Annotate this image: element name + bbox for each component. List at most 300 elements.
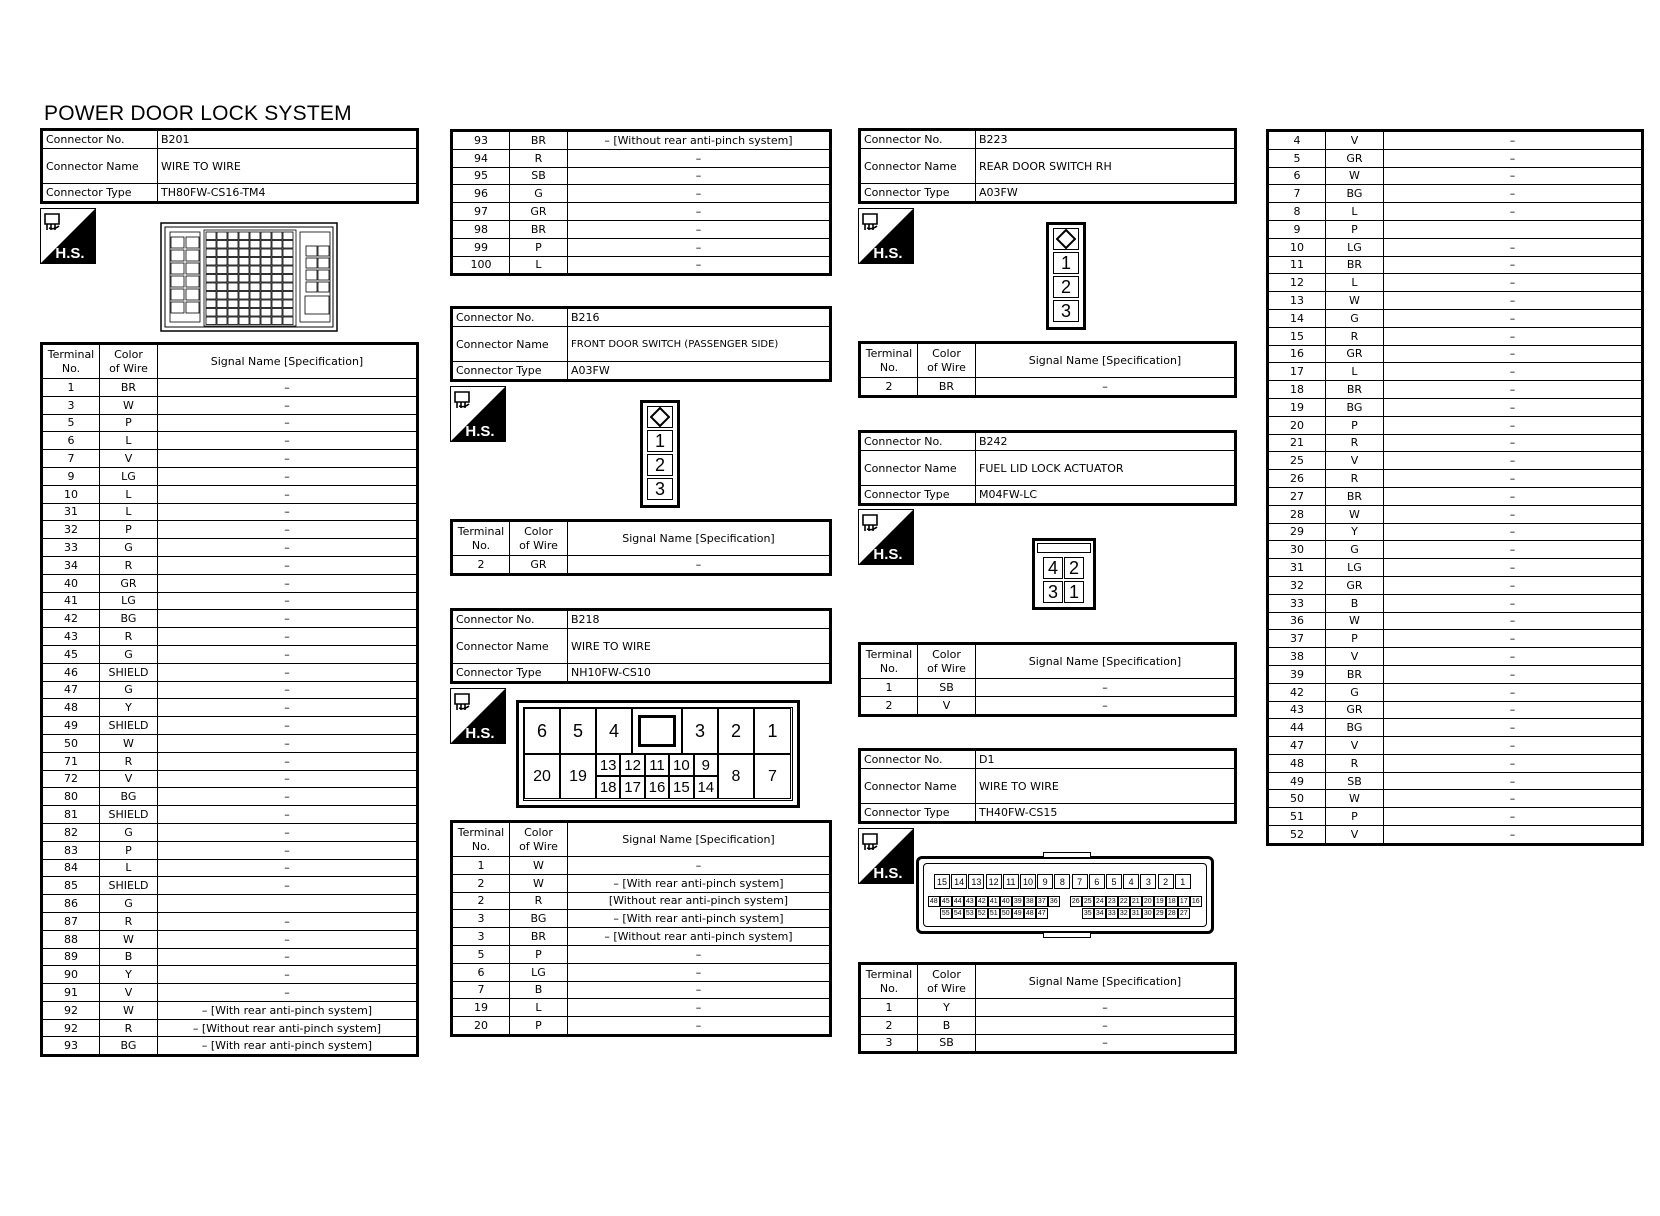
harness-side-icon [450, 688, 506, 744]
pin-2: 2 [1158, 874, 1174, 889]
terminal-header: Terminal No. [860, 644, 918, 679]
wire-color-cell: SHIELD [100, 806, 158, 824]
signal-name-cell: – [1384, 701, 1643, 719]
terminal-no-cell: 47 [42, 681, 100, 699]
connector-type-label: Connector Type [860, 184, 976, 203]
terminal-no-cell: 3 [452, 928, 510, 946]
pin-45: 45 [941, 898, 950, 905]
table-row [452, 945, 831, 963]
wire-color-cell: Y [918, 999, 976, 1017]
signal-name-cell: – [1384, 434, 1643, 452]
wire-color-cell: GR [1326, 576, 1384, 594]
wire-color-cell: L [100, 859, 158, 877]
wire-color-cell: G [1326, 683, 1384, 701]
connector-type-value: TH80FW-CS16-TM4 [158, 184, 418, 203]
signal-header: Signal Name [Specification] [568, 822, 831, 857]
hs-label: H.S. [873, 245, 903, 262]
wire-color-cell: P [1326, 220, 1384, 238]
terminal-no-cell: 13 [1268, 292, 1326, 310]
wire-color-cell: L [100, 485, 158, 503]
b223-connector-diagram [1046, 222, 1086, 330]
table-row [1268, 203, 1643, 221]
table-row [42, 823, 418, 841]
signal-name-cell [158, 895, 418, 913]
terminal-no-cell: 47 [1268, 737, 1326, 755]
wire-color-cell: B [918, 1016, 976, 1034]
terminal-no-cell: 41 [42, 592, 100, 610]
table-row [1268, 470, 1643, 488]
terminal-no-cell: 2 [452, 556, 510, 575]
b216-connector-diagram [640, 400, 680, 508]
pin-52: 52 [977, 910, 986, 917]
wire-color-cell: R [1326, 327, 1384, 345]
terminal-no-cell: 6 [452, 963, 510, 981]
connector-no-value: D1 [976, 750, 1236, 769]
connector-type-label: Connector Type [860, 486, 976, 505]
wire-color-cell: G [100, 539, 158, 557]
table-row [1268, 398, 1643, 416]
terminal-no-cell: 32 [1268, 576, 1326, 594]
terminal-no-cell: 46 [42, 663, 100, 681]
signal-name-cell: – [158, 859, 418, 877]
signal-name-cell: – [1384, 648, 1643, 666]
table-row [860, 1034, 1236, 1053]
signal-name-cell: – [Without rear anti-pinch system] [568, 928, 831, 946]
pin-40: 40 [1001, 898, 1010, 905]
terminal-no-cell: 94 [452, 149, 510, 167]
pin-20: 20 [1143, 898, 1152, 905]
table-row [42, 734, 418, 752]
wire-color-cell: P [510, 945, 568, 963]
connector-type-label: Connector Type [452, 362, 568, 381]
table-row [452, 963, 831, 981]
connector-name-value: WIRE TO WIRE [976, 769, 1236, 804]
connector-no-label: Connector No. [860, 432, 976, 451]
pin-4: 4 [1043, 557, 1063, 579]
table-row [42, 895, 418, 913]
table-row [1268, 701, 1643, 719]
terminal-no-cell: 43 [42, 628, 100, 646]
wire-color-cell: BR [1326, 487, 1384, 505]
table-row [452, 928, 831, 946]
connector-type-label: Connector Type [860, 804, 976, 823]
hs-label: H.S. [873, 865, 903, 882]
signal-name-cell: – [1384, 309, 1643, 327]
table-row [42, 574, 418, 592]
signal-name-cell: – [158, 912, 418, 930]
connector-name-label: Connector Name [860, 451, 976, 486]
pin-1: 1 [1175, 874, 1191, 889]
terminal-no-cell: 29 [1268, 523, 1326, 541]
table-row [42, 414, 418, 432]
connector-type-value: TH40FW-CS15 [976, 804, 1236, 823]
d1-header [858, 748, 1237, 824]
wire-color-cell: W [1326, 505, 1384, 523]
pin-22: 22 [1119, 898, 1128, 905]
signal-name-cell: – [1384, 719, 1643, 737]
pin-19: 19 [1155, 898, 1164, 905]
table-row [42, 663, 418, 681]
terminal-no-cell: 82 [42, 823, 100, 841]
wire-color-cell: B [510, 981, 568, 999]
pin-54: 54 [953, 910, 962, 917]
wire-color-cell: G [100, 681, 158, 699]
signal-name-cell: – [976, 696, 1236, 715]
terminal-no-cell: 10 [42, 485, 100, 503]
signal-name-cell: – [158, 966, 418, 984]
signal-name-cell: – [158, 645, 418, 663]
terminal-no-cell: 4 [1268, 131, 1326, 150]
wire-color-cell: BG [1326, 398, 1384, 416]
signal-name-cell: – [158, 467, 418, 485]
wire-color-cell: BR [1326, 381, 1384, 399]
wire-color-cell: BR [510, 131, 568, 150]
wire-color-cell: P [100, 841, 158, 859]
color-header: Color of Wire [918, 644, 976, 679]
connector-name-value: FUEL LID LOCK ACTUATOR [976, 451, 1236, 486]
table-row [42, 859, 418, 877]
terminal-no-cell: 91 [42, 984, 100, 1002]
table-row [1268, 416, 1643, 434]
signal-name-cell: – [1384, 452, 1643, 470]
table-row [452, 256, 831, 275]
signal-name-cell: – [158, 984, 418, 1002]
terminal-no-cell: 95 [452, 167, 510, 185]
harness-side-icon [40, 208, 96, 264]
table-row [1268, 309, 1643, 327]
pin-5: 5 [560, 708, 596, 754]
wire-color-cell: SB [1326, 772, 1384, 790]
signal-name-cell: – [1384, 683, 1643, 701]
signal-name-cell: – [With rear anti-pinch system] [568, 910, 831, 928]
terminal-no-cell: 5 [452, 945, 510, 963]
table-row [452, 910, 831, 928]
signal-name-cell: – [1384, 772, 1643, 790]
table-row [42, 717, 418, 735]
pin-5: 5 [1106, 874, 1122, 889]
pin-37: 37 [1037, 898, 1046, 905]
signal-name-cell: – [568, 556, 831, 575]
terminal-no-cell: 87 [42, 912, 100, 930]
table-row [452, 981, 831, 999]
connector-name-label: Connector Name [452, 327, 568, 362]
table-row [452, 220, 831, 238]
terminal-no-cell: 18 [1268, 381, 1326, 399]
signal-name-cell: – [1384, 167, 1643, 185]
pin-27: 27 [1179, 910, 1188, 917]
signal-name-cell: – [568, 256, 831, 275]
pin-19: 19 [560, 754, 596, 799]
pin-9: 9 [1037, 874, 1053, 889]
terminal-no-cell: 9 [42, 467, 100, 485]
signal-name-cell: – [976, 679, 1236, 697]
wire-color-cell: W [510, 857, 568, 875]
terminal-no-cell: 33 [1268, 594, 1326, 612]
table-row [452, 1017, 831, 1036]
pin-50: 50 [1001, 910, 1010, 917]
terminal-no-cell: 26 [1268, 470, 1326, 488]
signal-name-cell: – [568, 1017, 831, 1036]
terminal-no-cell: 92 [42, 1019, 100, 1037]
terminal-no-cell: 8 [1268, 203, 1326, 221]
pin-24: 24 [1095, 898, 1104, 905]
table-row [1268, 737, 1643, 755]
color-header: Color of Wire [918, 343, 976, 378]
signal-name-cell: – [Without rear anti-pinch system] [568, 131, 831, 150]
signal-name-cell: – [158, 539, 418, 557]
pin-1: 1 [647, 430, 673, 452]
table-row [1268, 541, 1643, 559]
signal-name-cell: – [1384, 630, 1643, 648]
signal-name-cell: – [568, 981, 831, 999]
signal-name-cell: – [158, 930, 418, 948]
signal-name-cell: – [158, 414, 418, 432]
table-row [1268, 327, 1643, 345]
wire-color-cell: BR [1326, 256, 1384, 274]
d1-connector-diagram [916, 856, 1214, 934]
wire-color-cell: P [100, 414, 158, 432]
table-row [1268, 238, 1643, 256]
pin-36: 36 [1049, 898, 1058, 905]
pin-10: 10 [669, 754, 693, 776]
terminal-no-cell: 50 [1268, 790, 1326, 808]
terminal-no-cell: 93 [42, 1037, 100, 1056]
table-row [42, 1019, 418, 1037]
wire-color-cell: G [1326, 309, 1384, 327]
terminal-no-cell: 90 [42, 966, 100, 984]
table-row [860, 1016, 1236, 1034]
table-row [42, 966, 418, 984]
terminal-no-cell: 48 [42, 699, 100, 717]
wire-color-cell: SB [510, 167, 568, 185]
connector-name-label: Connector Name [860, 149, 976, 184]
terminal-header: Terminal No. [452, 822, 510, 857]
wire-color-cell: V [918, 696, 976, 715]
signal-name-cell: – [158, 734, 418, 752]
wire-color-cell: P [1326, 808, 1384, 826]
pin-6: 6 [1089, 874, 1105, 889]
table-row [452, 238, 831, 256]
terminal-no-cell: 6 [42, 432, 100, 450]
b201-terminal-table [40, 342, 419, 1057]
table-row [42, 379, 418, 397]
wire-color-cell: R [1326, 434, 1384, 452]
wire-color-cell: B [100, 948, 158, 966]
wire-color-cell: W [510, 874, 568, 892]
wire-color-cell: R [100, 912, 158, 930]
signal-name-cell: – [1384, 149, 1643, 167]
signal-name-cell: – [158, 663, 418, 681]
pin-14: 14 [694, 776, 718, 799]
terminal-no-cell: 96 [452, 185, 510, 203]
pin-33: 33 [1107, 910, 1116, 917]
b201-connector-diagram [160, 222, 338, 332]
signal-name-cell: – [158, 485, 418, 503]
pin-53: 53 [965, 910, 974, 917]
pin-43: 43 [965, 898, 974, 905]
b218-terminal-table [450, 820, 832, 1037]
pin-51: 51 [989, 910, 998, 917]
table-row [42, 467, 418, 485]
pin-1: 1 [754, 708, 791, 754]
pin-3: 3 [1140, 874, 1156, 889]
table-row [452, 203, 831, 221]
wire-color-cell: V [1326, 452, 1384, 470]
signal-header: Signal Name [Specification] [976, 644, 1236, 679]
wire-color-cell: G [510, 185, 568, 203]
signal-name-cell: – [1384, 274, 1643, 292]
terminal-header: Terminal No. [452, 521, 510, 556]
wire-color-cell: G [100, 645, 158, 663]
terminal-no-cell: 2 [860, 696, 918, 715]
pin-38: 38 [1025, 898, 1034, 905]
table-row [42, 948, 418, 966]
wire-color-cell: L [510, 999, 568, 1017]
signal-name-cell: – [976, 1034, 1236, 1053]
table-row [1268, 434, 1643, 452]
table-row [42, 432, 418, 450]
wire-color-cell: R [100, 556, 158, 574]
table-row [1268, 274, 1643, 292]
table-row [1268, 630, 1643, 648]
table-row [1268, 185, 1643, 203]
table-row [42, 770, 418, 788]
connector-name-label: Connector Name [452, 629, 568, 664]
table-row [1268, 826, 1643, 845]
table-row [452, 185, 831, 203]
wire-color-cell: SHIELD [100, 663, 158, 681]
pin-14: 14 [951, 874, 967, 889]
signal-name-cell: – [158, 592, 418, 610]
terminal-no-cell: 36 [1268, 612, 1326, 630]
signal-name-cell: – [158, 788, 418, 806]
pin-41: 41 [989, 898, 998, 905]
terminal-no-cell: 6 [1268, 167, 1326, 185]
color-header: Color of Wire [510, 822, 568, 857]
connector-no-label: Connector No. [860, 750, 976, 769]
wire-color-cell: R [510, 149, 568, 167]
signal-name-cell: – [158, 396, 418, 414]
terminal-no-cell: 43 [1268, 701, 1326, 719]
pin-18: 18 [596, 776, 620, 799]
table-row [1268, 754, 1643, 772]
terminal-no-cell: 28 [1268, 505, 1326, 523]
pin-26: 26 [1071, 898, 1080, 905]
signal-name-cell: [Without rear anti-pinch system] [568, 892, 831, 910]
wire-color-cell: BR [100, 379, 158, 397]
table-row [452, 167, 831, 185]
signal-name-cell: – [158, 574, 418, 592]
table-row [1268, 523, 1643, 541]
table-row [860, 999, 1236, 1017]
b216-header [450, 306, 832, 382]
signal-name-cell: – [With rear anti-pinch system] [568, 874, 831, 892]
table-row [1268, 345, 1643, 363]
pin-3: 3 [1043, 581, 1063, 603]
table-row [42, 485, 418, 503]
pin-12: 12 [986, 874, 1002, 889]
pin-10: 10 [1020, 874, 1036, 889]
table-row [1268, 665, 1643, 683]
terminal-no-cell: 10 [1268, 238, 1326, 256]
signal-name-cell: – [1384, 363, 1643, 381]
terminal-no-cell: 51 [1268, 808, 1326, 826]
wire-color-cell: R [100, 752, 158, 770]
terminal-no-cell: 2 [452, 892, 510, 910]
wire-color-cell: P [1326, 630, 1384, 648]
wire-color-cell: R [1326, 470, 1384, 488]
table-row [860, 679, 1236, 697]
b218-connector-diagram [516, 700, 800, 808]
signal-name-cell: – [1384, 292, 1643, 310]
wire-color-cell: BG [100, 1037, 158, 1056]
terminal-no-cell: 40 [42, 574, 100, 592]
terminal-no-cell: 30 [1268, 541, 1326, 559]
table-row [42, 681, 418, 699]
table-row [452, 874, 831, 892]
wire-color-cell: R [100, 628, 158, 646]
connector-type-value: A03FW [976, 184, 1236, 203]
connector-type-label: Connector Type [42, 184, 158, 203]
table-row [860, 378, 1236, 397]
terminal-no-cell: 39 [1268, 665, 1326, 683]
wire-color-cell: BR [1326, 665, 1384, 683]
table-row [452, 999, 831, 1017]
terminal-no-cell: 42 [1268, 683, 1326, 701]
table-row [42, 592, 418, 610]
terminal-no-cell: 83 [42, 841, 100, 859]
pin-3: 3 [682, 708, 718, 754]
terminal-no-cell: 14 [1268, 309, 1326, 327]
connector-name-value: WIRE TO WIRE [568, 629, 831, 664]
wire-color-cell: R [510, 892, 568, 910]
signal-name-cell: – [1384, 594, 1643, 612]
terminal-no-cell: 49 [1268, 772, 1326, 790]
terminal-no-cell: 32 [42, 521, 100, 539]
table-row [42, 699, 418, 717]
signal-name-cell: – [568, 167, 831, 185]
signal-name-cell: – [158, 379, 418, 397]
pin-15: 15 [669, 776, 693, 799]
signal-name-cell: – [158, 610, 418, 628]
wire-color-cell: BR [510, 928, 568, 946]
pin-7: 7 [754, 754, 791, 799]
table-row [42, 912, 418, 930]
table-row [1268, 487, 1643, 505]
terminal-no-cell: 88 [42, 930, 100, 948]
table-row [1268, 612, 1643, 630]
signal-name-cell: – [976, 1016, 1236, 1034]
signal-name-cell: – [1384, 470, 1643, 488]
wire-color-cell: BG [1326, 719, 1384, 737]
wire-color-cell: G [100, 895, 158, 913]
connector-name-label: Connector Name [42, 149, 158, 184]
wire-color-cell: Y [100, 699, 158, 717]
pin-2: 2 [647, 454, 673, 476]
table-row [42, 1037, 418, 1056]
table-row [1268, 167, 1643, 185]
wire-color-cell: BR [918, 378, 976, 397]
wire-color-cell: GR [1326, 701, 1384, 719]
connector-no-label: Connector No. [452, 308, 568, 327]
pin-4: 4 [596, 708, 632, 754]
table-row [1268, 452, 1643, 470]
wire-color-cell: W [1326, 167, 1384, 185]
table-row [42, 628, 418, 646]
pin-11: 11 [1003, 874, 1019, 889]
wire-color-cell: Y [1326, 523, 1384, 541]
terminal-no-cell: 11 [1268, 256, 1326, 274]
